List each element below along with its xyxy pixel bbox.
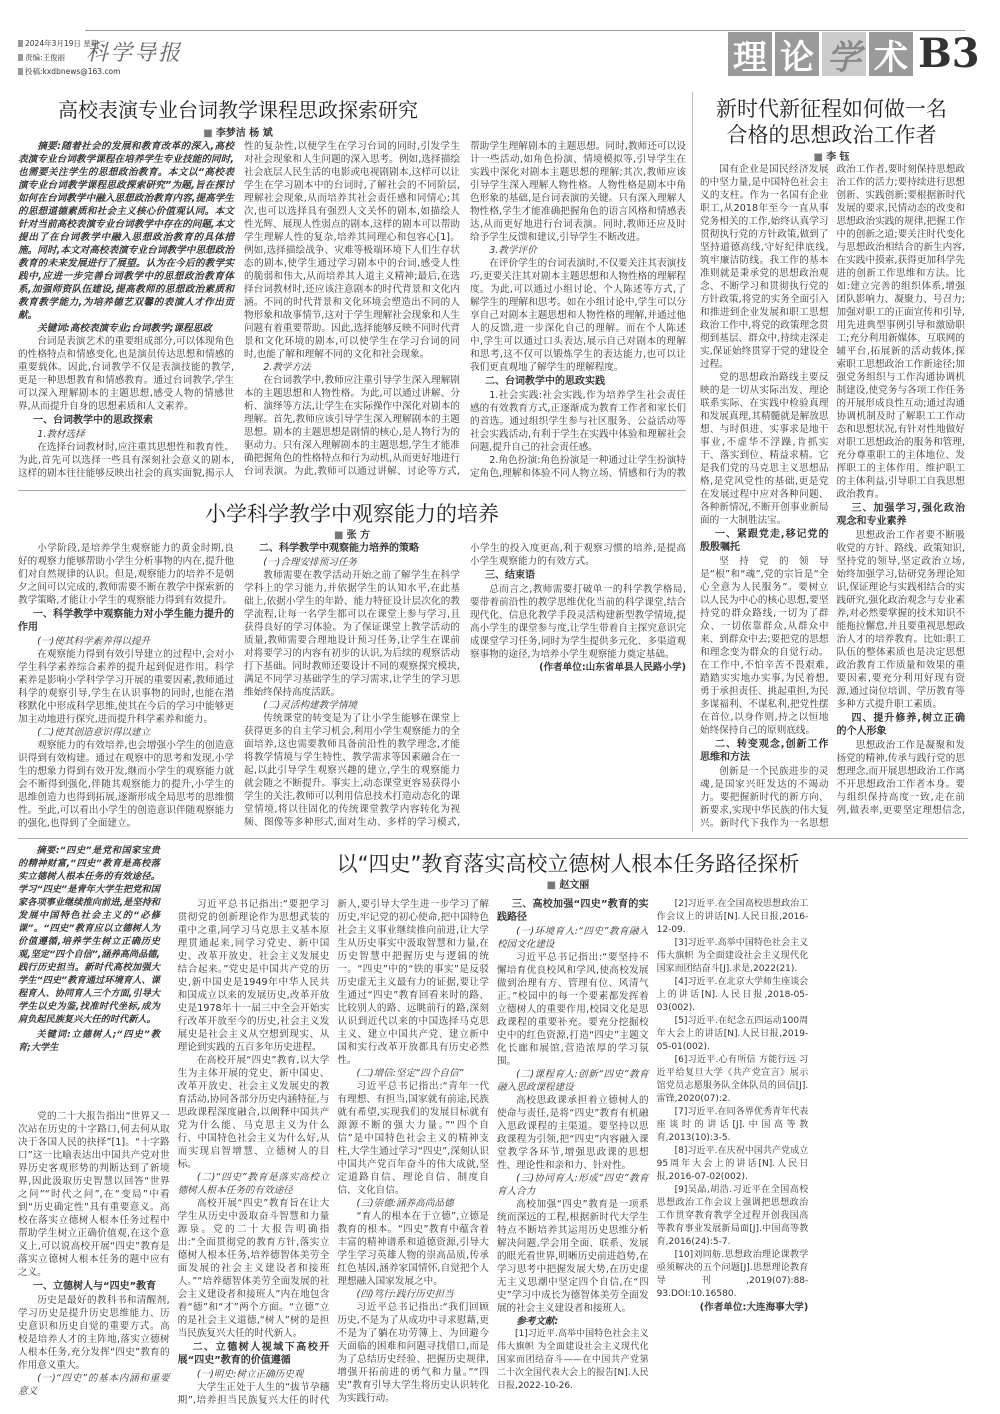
section-heading: 三、加强学习,强化政治观念和专业素养	[836, 503, 965, 527]
section-char: 术	[869, 32, 913, 76]
section-char: 论	[775, 32, 819, 76]
section-heading: 二、科学教学中观察能力培养的策略	[259, 543, 419, 554]
paragraph: 高校加强“四史”教育是一项系统而深远的工程,根据新时代大学生特点不断培养其运用历史思维分析解决问题,学会用全面、联系、发展的眼光看世界,明晰历史前进趋势,在学习思考中把握发展大势,在历史虚无主义思潮中坚定四个自信,在“四史”学习中成长为德智体美劳全面发展的社会主义建设者和接班人。	[496, 1199, 649, 1314]
paragraph: 观察能力的有效培养,也会增强小学生的创造意识得到有效构建。通过在观察中的思考和发现,小学生的想象力得到有效开发,继而小学生的观察能力就会不断得到强化,伴随其观察能力的提升,小学生的思维创造力也得到拓展,逐渐形成全局思考的思维惯性。至此,可以看出小学生的创造意识伴随观察能力的强化,也得到了全面建立。	[18, 740, 234, 829]
section-char: 理	[728, 32, 772, 76]
article1-body	[18, 140, 686, 485]
subsection-heading: (一)明史:树立正确历史观	[196, 1369, 304, 1380]
paragraph: 在台词教学中,教师应注重引导学生深入理解剧本的主题思想和人物性格。为此,可以通过讲解、分析、演绎等方法,让学生在实际操作中深化对剧本的理解。首先,教师应该引导学生深入理解剧本的主题思想。剧本的主题思想是剧情的核心,是人物行为的驱动力。只有深入理解剧本的主题思想,学生才能准确把握角色的性格特点和行为动机,从而更好地进行台词表演。为此,教师可以通过讲解、讨论等方式,帮助学生理解剧本的主题思想。同时,教师还可以设计一些活动,如角色扮演、情境模拟等,引导学生在实践中深化对剧本主题思想的理解;其次,教师应该引导学生深入理解人物性格。人物性格是剧本中角色形象的基础,是台词表演的关键。只有深入理解人物性格,学生才能准确把握角色的语言风格和情感表达,从而更好地进行台词表演。同时,教师还应及时给予学生反馈和建议,引导学生不断改进。	[244, 141, 686, 477]
subsection-heading: (三)崇德:涵养高尚品德	[356, 1198, 454, 1209]
article3-body	[18, 542, 686, 832]
article4-title: 以“四史”教育落实高校立德树人根本任务路径探析	[336, 852, 800, 876]
section-heading: 二、转变观念,创新工作思维和方法	[700, 739, 829, 763]
reference: [3]习近平.高举中国特色社会主义伟大旗帜 为全面建设社会主义现代化国家而团结奋斗[J].求是,2022(21).	[656, 938, 809, 974]
reference: [4]习近平.在北京大学师生座谈会上的讲话[N].人民日报,2018-05-03(002).	[656, 977, 809, 1013]
paragraph: 习近平总书记指出:“要坚持不懈培育优良校风和学风,使高校发展做到治理有方、管理有位、风清气正。”校园中的每一个要素都发挥着立德树人的重要作用,校园文化是思政课程的重要补充。要充分挖掘校史中的红色资源,打造“四史”主题文化长廊和展馆,营造浓厚的学习氛围。	[496, 952, 649, 1067]
section-heading: 三、结束语	[485, 570, 535, 581]
paragraph: 思想政治工作者要不断吸收党的方针、路线、政策知识,坚持党的领导,坚定政治立场,始终加强学习,钻研党务理论知识,保证理论与实践相结合的实践研究,强化政治观念与专业素养,对必然要掌握的技术知识不能拖拉懈怠,并且要重视思想政治人才的培养教育。比如:职工队伍的整体素质也是决定思想政治教育工作质量和效果的重要因素,要充分利用好现有资源,通过岗位培训、学历教育等多种方式提升职工素质。	[836, 530, 965, 710]
article-divider	[18, 490, 686, 491]
abstract-text: 关键词:高校表演专业;台词教学;课程思政	[37, 323, 212, 334]
paragraph: 在选择台词教材时,应注重其思想性和教育性。为此,首先可以选择一些具有深刻社会意义的剧本,这样的剧本往往能够反映出社会的真实面貌,揭示人性的复杂性,以便学生在学习台词的同时,引发学生对社会现象和人生问题的深入思考。例如,选择描绘社会底层人民生活的电影或电视剧剧本,这样可以让学生在学习剧本中的台词时,了解社会的不同阶层,理解社会现象,从而培养其社会责任感和同情心;其次,也可以选择具有强烈人文关怀的剧本,如描绘人性光辉、展现人性弱点的剧本,这样的剧本可以帮助学生理解人性的复杂,培养其同理心和包容心[1]。例如,选择描绘战争、灾难等极端环境下人们生存状态的剧本,使学生通过学习剧本中的台词,感受人性的脆弱和伟大,从而培养其人道主义精神;最后,在选择台词教材时,还应该注意剧本的时代背景和文化内涵。不同的时代背景和文化环境会塑造出不同的人物形象和故事情节,这对于学生理解社会现象和人生问题有着重要帮助。因此,选择能够反映不同时代背景和文化环境的剧本,可以使学生在学习台词的同时,也能了解和理解不同的文化和社会现象。	[18, 141, 460, 479]
section-heading: 一、立德树人与“四史”教育	[33, 1281, 157, 1292]
section-heading: 一、台词教学中的思政探索	[33, 415, 153, 426]
paragraph: 习近平总书记指出:“我们回顾历史,不是为了从成功中寻求慰藉,更不是为了躺在功劳簿上、为回避今天面临的困难和问题寻找借口,而是为了总结历史经验、把握历史规律,增强开拓前进的勇气和力量。”“四史”教育引导大学生将历史认识转化为实践行动。	[337, 1302, 489, 1404]
reference: [8]习近平.在庆祝中国共产党成立95周年大会上的讲话[N].人民日报,2016-07-02(002).	[656, 1146, 809, 1182]
paragraph: 历史是最好的教科书和清醒剂,学习历史是提升历史思维能力、历史意识和历史自觉的重要方式。高校是培养人才的主阵地,落实立德树人根本任务,充分发挥“四史”教育的作用意义重大。	[18, 1295, 170, 1371]
submission-email: 投稿:kxdbnews@163.com	[18, 65, 78, 79]
newspaper-logo: 科学导报	[86, 41, 183, 66]
reference: [6]习近平.心有所信 方能行远 习近平给复旦大学《共产党宣言》展示馆党员志愿服务队全体队员的回信[J].雷锋,2020(07):2.	[656, 1055, 809, 1104]
issue-info	[18, 37, 121, 79]
paragraph: 小学阶段,是培养学生观察能力的黄金时期,良好的观察力能够帮助小学生分析事物的内在,提升他们对自然规律的认识。但是,观察能力的培养不是朝夕之间可以完成的,教师需要不断在教学中探索新的教学策略,才能让小学生的观察能力得到有效提升。	[18, 543, 234, 606]
paragraph: 坚持党的领导是“根”和“魂”,党的宗旨是“全心全意为人民服务”。要树立以人民为中心的核心思想,要坚持党的群众路线,一切为了群众、一切依靠群众,从群众中来、到群众中去;要把党的思想和理念变为群众的自觉行动。在工作中,不怕辛苦不畏艰难,踏踏实实地办实事,为民着想,勇于承担责任、挑起重担,为民多谋福利、不谋私利,把党性摆在首位,以身作则,持之以恒地始终保持自己的原则底线。	[700, 556, 829, 736]
paragraph: 高校开展“四史”教育旨在让大学生从历史中汲取奋斗智慧和力量源泉。党的二十大报告明确指出:“全面贯彻党的教育方针,落实立德树人根本任务,培养德智体美劳全面发展的社会主义建设者和接班人。”“培养德智体美劳全面发展的社会主义建设者和接班人”内在地包含着“德”和“才”两个方面。“立德”立的是社会主义道德,“树人”树的是担当民族复兴大任的时代新人。	[177, 1198, 330, 1339]
section-heading: 四、提升修养,树立正确的个人形象	[836, 713, 965, 737]
paragraph: 高校思政课承担着立德树人的使命与责任,是将“四史”教育有机融入思政课程的主渠道。要坚持以思政课程为引领,把“四史”内容融入课堂教学各环节,增强思政课的思想性、理论性和亲和力、针对性。	[496, 1095, 649, 1171]
reference: [7]习近平.在同各界优秀青年代表座谈时的讲话[J].中国高等教育,2013(10):3-5.	[656, 1107, 809, 1143]
article2-title	[698, 96, 965, 148]
paragraph: 1.社会实践:社会实践,作为培养学生社会责任感的有效教育方式,正逐渐成为教育工作者和家长们的首选。通过组织学生参与社区服务、公益活动等社会实践活动,有利于学生在实践中体验和理解社会问题,提升自己的社会责任感。	[470, 390, 686, 453]
subsection-heading: 3.教学评价	[489, 245, 537, 256]
paragraph: 在评价学生的台词表演时,不仅要关注其表演技巧,更要关注其对剧本主题思想和人物性格的理解程度。为此,可以通过小组讨论、个人陈述等方式,了解学生的理解和思考。如在小组讨论中,学生可以分享自己对剧本主题思想和人物性格的理解,并通过他人的反馈,进一步深化自己的理解。而在个人陈述中,学生可以通过口头表达,展示自己对剧本的理解和思考,这不仅可以锻炼学生的表达能力,也可以让我们更直观地了解学生的理解程度。	[470, 258, 686, 373]
subsection-heading: (二)“四史”教育是落实高校立德树人根本任务的有效途径	[177, 1172, 330, 1196]
paragraph: 总而言之,教师需要打破单一的科学教学格局,要带着前沿性的教学思维优化当前的科学课堂,结合现代化、信息化教学手段灵活构建新型教学情境,提高小学生的课堂参与度,让学生带着自主探究意识完成课堂学习任务,同时为学生提供多元化、多渠道观察事物的途径,为培养小学生观察能力奠定基础。	[470, 584, 686, 660]
abstract-text: 参考文献:	[516, 1316, 559, 1327]
subsection-heading: 2.教学方法	[263, 362, 311, 373]
article4-body	[18, 898, 968, 1408]
reference: [1]习近平.高举中国特色社会主义伟大旗帜 为全面建设社会主义现代化国家而团结奋斗——在中国共产党第二十次全国代表大会上的报告[N].人民日报,2022-10-26.	[496, 1329, 649, 1391]
article1-author: ■ 李梦洁 杨 斌	[18, 124, 458, 139]
subsection-heading: (一)合理安排预习任务	[263, 557, 358, 568]
paragraph: 在观察能力得到有效引导建立的过程中,会对小学生科学素养综合素养的提升起到促进作用。科学素养是影响小学科学学习开展的重要因素,教师通过科学的观察引导,学生在认识事物的同时,也能在潜移默化中形成科学思维,使其在今后的学习中能够更加主动地进行探究,进而提升科学素养和能力。	[18, 649, 234, 725]
article4-author: ■ 赵文丽	[168, 876, 968, 891]
subsection-heading: (一)环境育人:“四史”教育融入校园文化建设	[496, 926, 649, 950]
subsection-heading: (二)课程育人:创新“四史”教育融入思政课程建设	[496, 1069, 649, 1093]
paragraph: 大学生正处于人生的“拔节孕穗期”,培养担当民族复兴大任的时代新人,要引导大学生进一步学习了解历史,牢记党的初心使命,把中国特色社会主义事业继续推向前进,让大学生从历史事实中汲取智慧和力量,在历史智慧中把握历史与逻辑的统一。“四史”中的“铁的事实”是反驳历史虚无主义最有力的证据,要让学生通过“四史”教育回看来时的路、比较别人的路、远眺前行的路,深刻认识到近代以来的中国选择马克思主义、建立中国共产党、建立新中国和实行改革开放都具有历史必然性。	[177, 899, 489, 1406]
paragraph: 教师需要在教学活动开始之前了解学生在科学学科上的学习能力,并依据学生的认知水平,在此基础上,依据小学生的年龄、能力特征设计层次化的教学流程,让每一名学生都可以在课堂上参与学习,且获得良好的学习体验。为了保证课堂上教学活动的质量,教师需要合理地设计预习任务,让学生在课前对将要学习的内容有初步的认识,为后续的观察活动打下基础。同时教师还要设计不同的观察探究模块,满足不同学习基础学生的学习需求,让学生的学习思维始终保持高度活跃。	[244, 570, 460, 698]
paragraph: 习近平总书记指出:“要把学习贯彻党的创新理论作为思想武装的重中之重,同学习马克思主义基本原理贯通起来,同学习党史、新中国史、改革开放史、社会主义发展史结合起来。”党史是中国共产党的历史,新中国史是1949年中华人民共和国成立以来的发展历史,改革开放史是1978年十一届三中全会开始实行改革开放至今的历史,社会主义发展史是社会主义从空想到现实、从理论到实践的五百多年历史进程。	[177, 899, 330, 1053]
article4-abstract-box	[18, 844, 160, 1104]
subsection-heading: (四)笃行:践行历史担当	[356, 1289, 454, 1300]
subsection-heading: (一)“四史”的基本内涵和重要意义	[18, 1373, 170, 1397]
section-masthead	[728, 32, 980, 76]
paragraph: 习近平总书记指出:“青年一代有理想、有担当,国家就有前途,民族就有希望,实现我们的发展目标就有源源不断的强大力量。”“四个自信”是中国特色社会主义的精神支柱,大学生通过学习“四史”,深刻认识中国共产党百年奋斗的伟大成就,坚定道路自信、理论自信、制度自信、文化自信。	[337, 1081, 489, 1196]
paragraph: 创新是一个民族进步的灵魂,是国家兴旺发达的不竭动力。要把握新时代的新方向、新要求,实现中华民族的伟大复兴。新时代下我作为一名思想政治工作者,要时刻保持思想政治工作的活力;要持续进行思想创新、实践创新;要根据新时代发展的要求,民情动态的改变和思想政治实践的规律,把握工作中的创新之道;要关注时代变化与思想政治相结合的新生内容,在实践中摸索,获得更加科学先进的创新工作思维和方法。比如:建立完善的组织体系,增强团队影响力、凝聚力、号召力;加强对职工的正面宣传和引导,用先进典型事例引导和激励职工;充分利用新媒体、互联网的辅平台,拓展新的活动载体,探索职工思想政治工作新途径;加强党务组织与工作沟通协调机制建设,使党务与各项工作任务的开展形成良性互动;通过沟通协调机制及时了解职工工作动态和思想状况,有针对性地做好对职工思想政治的服务和管理,充分尊重职工的主体地位、发挥职工的主体作用、维护职工的主体利益,引导职工自我思想政治教育。	[700, 164, 965, 829]
section-heading: 二、立德树人视域下高校开展“四史”教育的价值遵循	[177, 1342, 330, 1366]
paragraph: 国有企业是国民经济发展的中坚力量,是中国特色社会主义的支柱。作为一名国有企业职工,从2018年至今一直从事党务相关的工作,始终认真学习贯彻执行党的方针政策,做到了坚持道德高线,守好纪律底线,筑牢廉洁防线。我工作的基本准则就是秉承党的思想政治观念、不断学习和贯彻执行党的方针政策,将党的实务全面引入和推进到企业发展和职工思想政治工作中,将党的政策理念贯彻到基层、群众中,持续走深走实,保证始终贯穿于党的建设全过程。	[700, 164, 829, 370]
paragraph: 在高校开展“四史”教育,以大学生为主体开展的党史、新中国史、改革开放史、社会主义发展史的教育活动,协同各部分历史内涵特征,与思政课程深度融合,以阐释中国共产党为什么能、马克思主义为什么行、中国特色社会主义为什么好,从而实现启智增慧、立德树人的目标。	[177, 1055, 330, 1170]
paragraph: 思想政治工作是凝聚和发扬党的精神,传承与践行党的思想理念,而开展思想政治工作离不开思想政治工作者本身。要与组织保持高度一致,走在前列,做表率,更要坚定理想信念,	[836, 740, 965, 816]
article4-abstract: 摘要:“四史”是党和国家宝贵的精神财富,“四史”教育是高校落实立德树人根本任务的有效途径。学习“四史”是青年大学生把党和国家各项事业继续推向前进,是坚持和发展中国特色社会主义的“必修课”。“四史”教育应以立德树人为价值遵循,培养学生树立正确历史观,坚定“四个自信”,涵养高尚品德,践行历史担当。新时代高校加强大学生“四史”教育通过环境育人、课程育人、协同育人三个方面,引导大学生以史为鉴,找准时代坐标,成为肩负起民族复兴大任的时代新人。	[18, 845, 160, 1025]
column-divider	[692, 92, 693, 832]
section-char: 学	[822, 32, 866, 76]
reference: [2]习近平.在全国高校思想政治工作会议上的讲话[N].人民日报,2016-12-09.	[656, 899, 809, 935]
section-heading: 二、台词教学中的思政实践	[485, 376, 605, 387]
abstract-text: 摘要:随着社会的发展和教育改革的深入,高校表演专业台词教学课程在培养学生专业技能的同时,也需要关注学生的思想政治教育。本文以“高校表演专业台词教学课程思政探索研究”为题,旨在探讨如何在台词教学中融入思想政治教育内容,提高学生的思想道德素质和社会主义核心价值观认同。本文针对当前高校表演专业台词教学中存在的问题,本文提出了在台词教学中融入思想政治教育的具体措施。同时,本文对高校表演专业台词教学中思想政治教育的未来发展进行了展望。认为在今后的教学实践中,应进一步完善台词教学中的思想政治教育体系,加强师资队伍建设,提高教师的思想政治素质和教育教学能力,为培养德艺双馨的表演人才作出贡献。	[18, 141, 234, 321]
subsection-heading: 1.教材选择	[37, 429, 85, 440]
article2-body	[700, 163, 965, 833]
subsection-heading: (二)灵活构建教学情境	[263, 700, 358, 711]
subsection-heading: (三)协同育人:形成“四史”教育育人合力	[496, 1173, 649, 1197]
article3-title: 小学科学教学中观察能力的培养	[205, 502, 499, 526]
article2-title-line2: 合格的思想政治工作者	[726, 123, 937, 147]
reference: [10]刘同舫.思想政治理论课教学亟须解决的五个问题[J].思想理论教育导刊,2019(07):88-93.DOI:10.16580.	[656, 1250, 809, 1299]
article2-title-line1: 新时代新征程如何做一名	[716, 97, 947, 121]
author-affiliation: (作者单位:山东省单县人民路小学)	[539, 662, 686, 673]
author-affiliation: (作者单位:大连海事大学)	[699, 1302, 809, 1313]
editor: 责编:王俊丽	[18, 51, 78, 65]
page-number: B3	[918, 30, 980, 77]
paragraph: 传统课堂的转变是为了让小学生能够在课堂上获得更多的自主学习机会,利用小学生观察能力的全面培养,这也需要教师具备前沿性的教学理念,才能将教学情境与学生特性、教学需求等因素融合在一起,以此引导学生观察兴趣的建立,学生的观察能力就会随之不断提升。事实上,动态课堂更容易获得小学生的关注,教师可以利用信息技术打造动态化的课堂情境,将以往固化的传统课堂教学内容转化为视频、图像等多种形式,面对生动、多样的学习模式,小学生的投入度更高,利于观察习惯的培养,是提高小学生观察能力的有效方式。	[244, 543, 686, 828]
article4-keywords: 关键词:立德树人;“四史”教育;大学生	[18, 1029, 160, 1053]
article3-author: ■ 张 方	[18, 526, 686, 541]
section-heading: 一、紧跟党走,移记党的殷殷嘱托	[700, 529, 829, 553]
subsection-heading: (一)使其科学素养得以提升	[37, 636, 151, 647]
article2-author: ■ 李 钰	[698, 148, 965, 163]
paragraph: 台词是表演艺术的重要组成部分,可以体现角色的性格特点和情感变化,也是演员传达思想和情感的重要载体。因此,台词教学不仅是表演技能的教学,更是一种思想教育和情感教育。通过台词教学,学生可以深入理解剧本的主题思想,感受人物的情感世界,从而提升自身的思想素质和人文素养。	[18, 336, 234, 412]
paragraph: 党的二十大报告指出“世界又一次站在历史的十字路口,何去何从取决于各国人民的抉择”[1]。“十字路口”这一比喻表达出中国共产党对世界历史客观形势的判断达到了新境界,因此汲取历史智慧以回答“世界之问”“时代之问”,在“变局”中看到“历史确定性”具有重要意义。高校在落实立德树人根本任务过程中帮助学生树立正确价值观,在这个意义上,可以说高校开展“四史”教育是落实立德树人根本任务的题中应有之义。	[18, 1111, 170, 1278]
issue-date: 2024年3月19日 星期二	[18, 37, 78, 51]
reference: [9]吴晶,胡浩.习近平在全国高校思想政治工作会议上强调把思想政治工作贯穿教育教学全过程开创我国高等教育事业发展新局面[J].中国高等教育,2016(24):5-7.	[656, 1185, 809, 1247]
paragraph: 2.角色扮演:角色扮演是一种通过让学生扮演特定角色,理解和体验不同人物立场、情感和行为的教	[470, 455, 686, 479]
section-heading: 一、科学教学中观察能力对小学生能力提升的作用	[18, 609, 234, 633]
article-divider	[18, 838, 968, 839]
paragraph: 党的思想政治路线主要反映的是一切从实际出发、理论联系实际、在实践中检验真理和发展真理,其精髓就是解放思想、与时俱进、实事求是地干事业,不虚华不浮躁,肯抓实干、落实到位、精益求精。它是我们党的马克思主义思想品格,是党风党性的基础,更是党在发展过程中应对各种问题、各种新情况,不断开创事业新局面的一大制胜法宝。	[700, 372, 829, 526]
subsection-heading: (二)使其创造意识得以建立	[37, 727, 151, 738]
subsection-heading: (二)增信:坚定“四个自信”	[356, 1068, 464, 1079]
reference: [5]习近平.在纪念五四运动100周年大会上的讲话[N].人民日报,2019-05-01(002).	[656, 1016, 809, 1052]
article1-title: 高校表演专业台词教学课程思政探索研究	[58, 98, 418, 122]
section-heading: 三、高校加强“四史”教育的实践路径	[496, 899, 649, 923]
paragraph: “育人的根本在于立德”,立德是教育的根本。“四史”教育中蕴含着丰富的精神谱系和道德资源,引导大学生学习英雄人物的崇高品质,传承红色基因,涵养家国情怀,自觉把个人理想融入国家发展之中。	[337, 1211, 489, 1287]
